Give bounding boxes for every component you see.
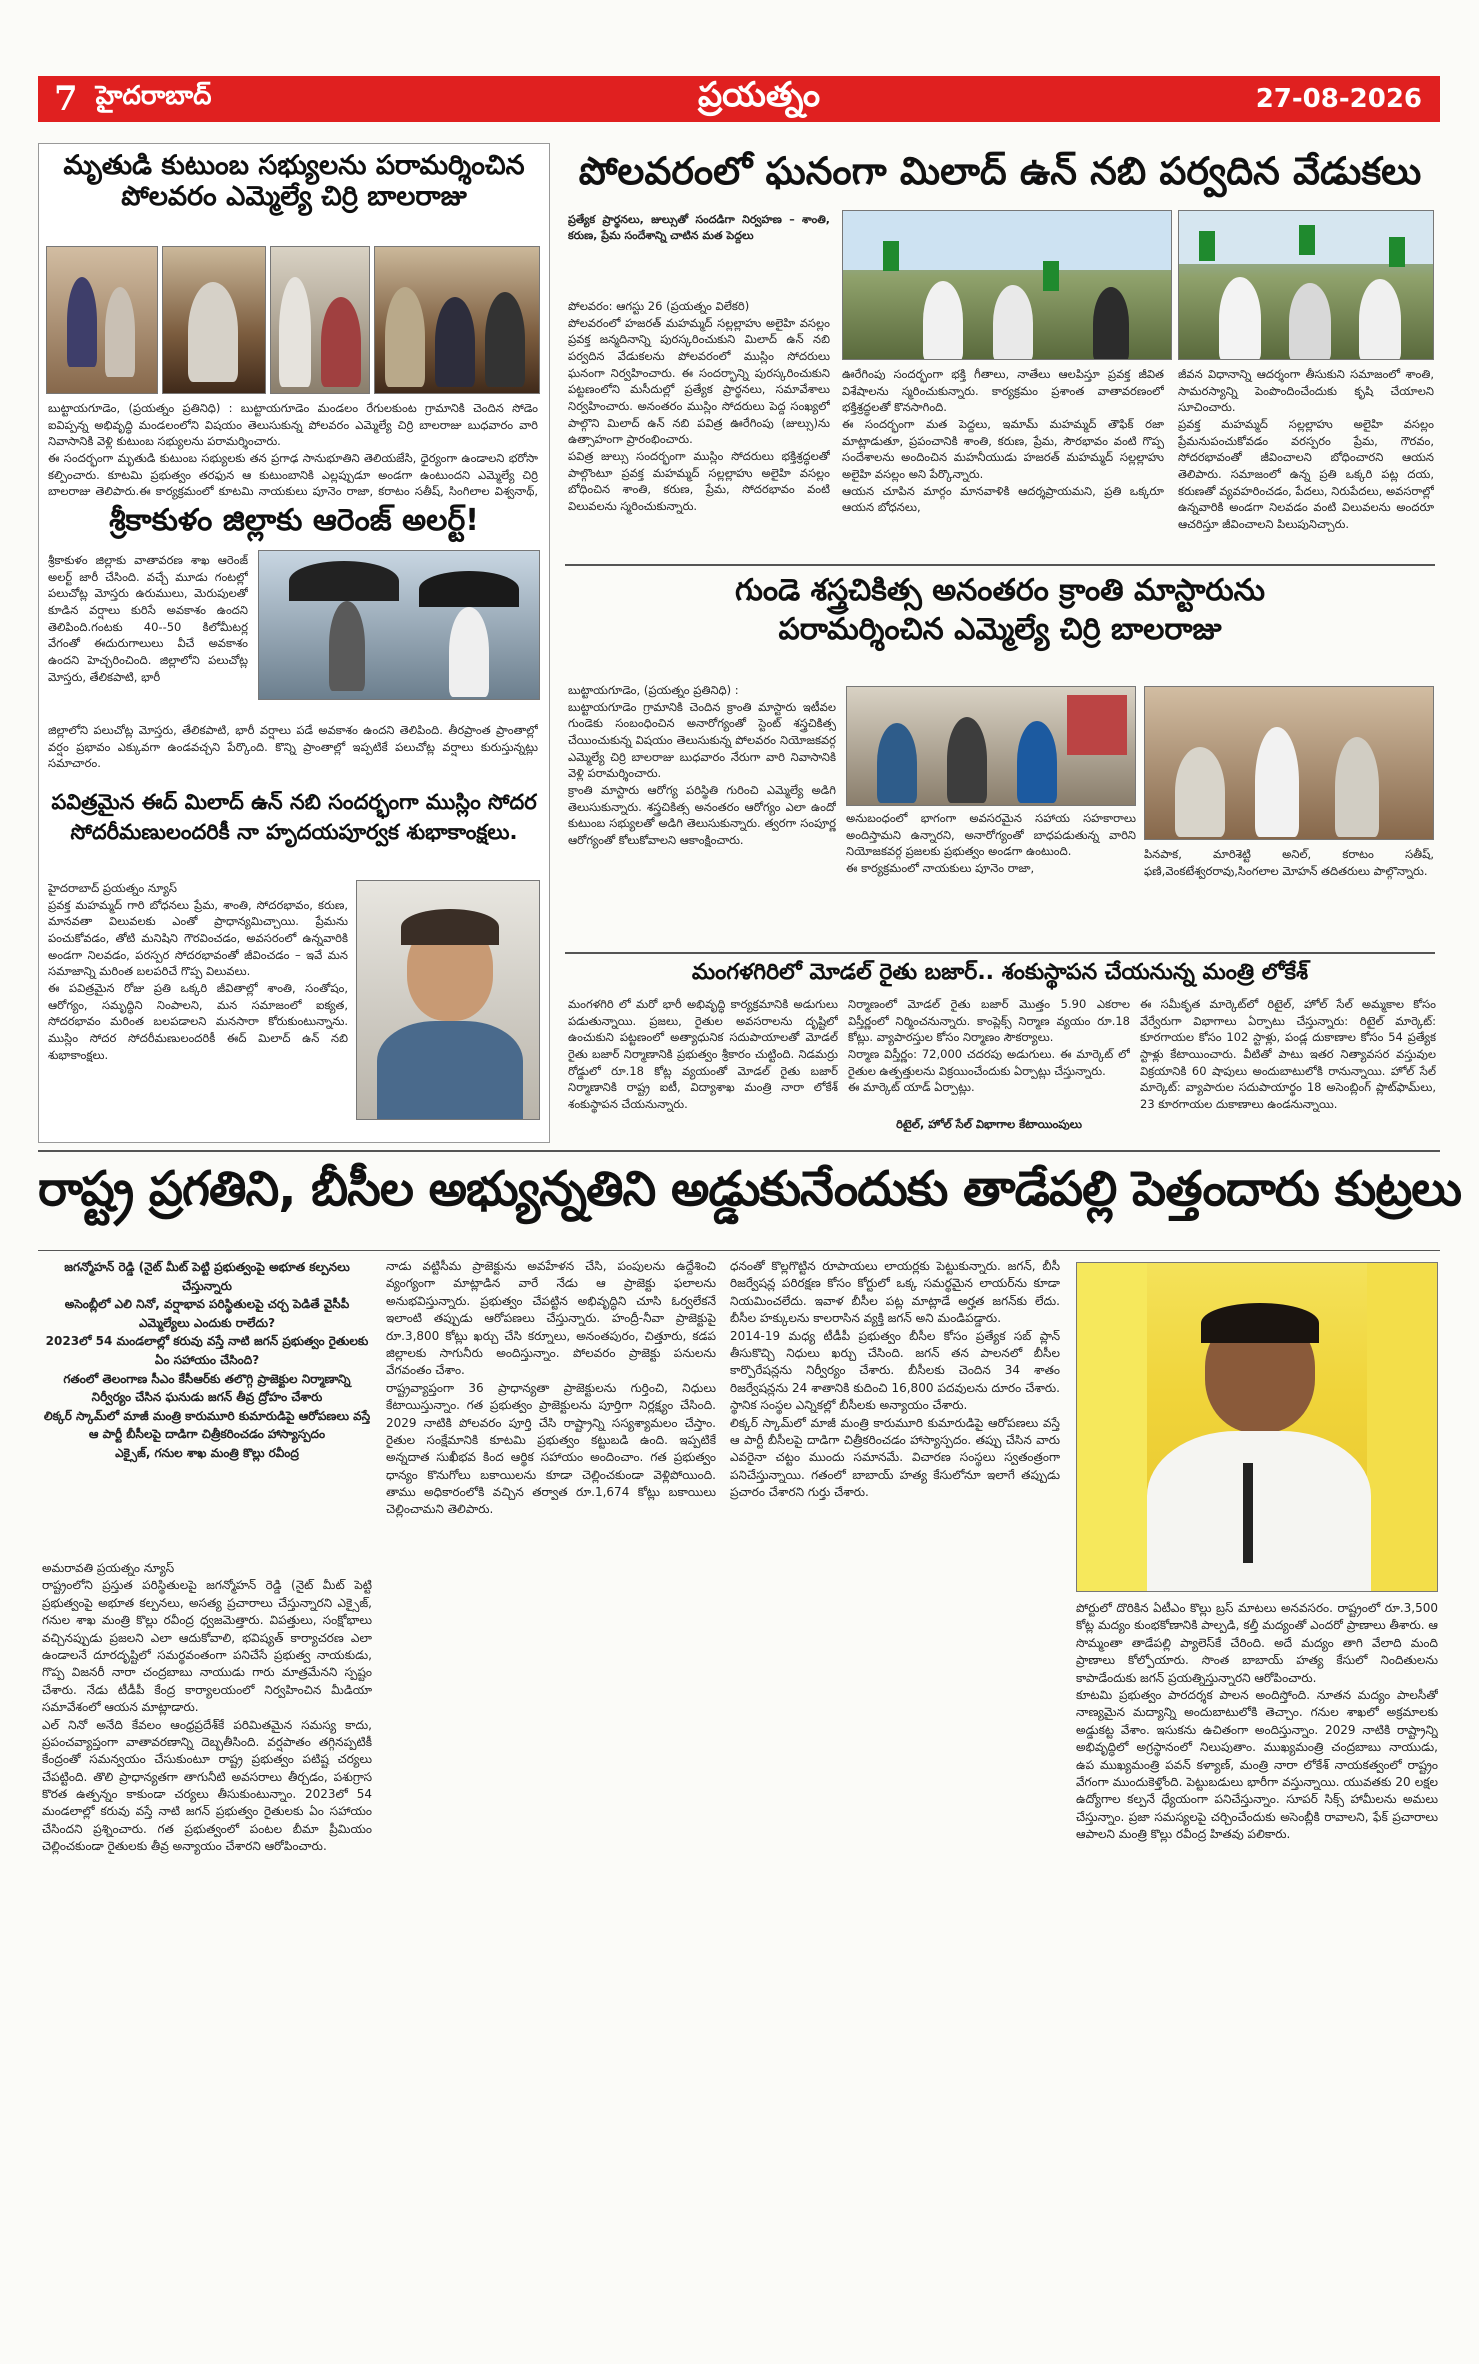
article5-photo-2 <box>1144 686 1434 840</box>
article6-headline: మంగళగిరిలో మోడల్ రైతు బజార్.. శంకుస్థాపన చేయనున్న మంత్రి లోకేశ్ <box>691 960 1309 985</box>
article7-headline: రాష్ట్ర ప్రగతిని, బీసీల అభ్యున్నతిని అడ్డుకునేందుకు తాడేపల్లి పెత్తందారు కుట్రలు <box>38 1161 1461 1217</box>
article3-headline <box>46 790 542 844</box>
article5-body: బుట్టాయగూడెం, (ప్రయత్నం ప్రతినిధి) : బుట్టాయగూడెం గ్రామానికి చెందిన క్రాంతి మాస్టారు ఇటీవల గుండెకు సంబంధించిన అనారోగ్యంతో స్టెంట్ శస్త్రచికిత్స చేయించుకున్న విషయం తెలుసుకున్న పోలవరం నియోజకవర్గ ఎమ్మెల్యే చిర్రి బాలరాజు బుధవారం నేరుగా వారి నివాసానికి వెళ్లి పరామర్శించారు. క్రాంతి మాస్టారు ఆరోగ్య పరిస్థితి గురించి ఎమ్మెల్యే అడిగి తెలుసుకున్నారు. శస్త్రచికిత్స అనంతరం ఆరోగ్యం ఎలా ఉందో కుటుంబ సభ్యులతో అడిగి తెలుసుకున్నారు. త్వరగా సంపూర్ణ ఆరోగ్యంతో కోలుకోవాలని ఆకాంక్షించారు. <box>568 683 836 848</box>
divider-4 <box>38 1250 1440 1251</box>
article7-minister-photo <box>1076 1262 1438 1592</box>
article5-title-line2: పరామర్శించిన ఎమ్మెల్యే చిర్రి బాలరాజు <box>778 611 1222 647</box>
article1-headline <box>46 150 542 212</box>
masthead-bar <box>38 76 1440 122</box>
article5-headline <box>565 574 1435 647</box>
article1-photo-4 <box>374 246 540 394</box>
divider-1 <box>565 564 1435 566</box>
article1-title-line2: పోలవరం ఎమ్మెల్యే చిర్రి బాలరాజు <box>121 181 467 213</box>
article3-title-line2: సోదరీమణులందరికీ నా హృదయపూర్వక శుభాకాంక్షలు. <box>70 820 518 845</box>
article2-headline: శ్రీకాకుళం జిల్లాకు ఆరెంజ్ అలర్ట్! <box>109 503 479 538</box>
article6-col3: ఈ సమీకృత మార్కెట్‌లో రిటైల్, హోల్ సేల్ అమ్మకాల కోసం వేర్వేరుగా విభాగాలు ఏర్పాటు చేస్తున్నారు: రిటైల్ మార్కెట్: కూరగాయల కోసం 102 స్టాళ్లు, పండ్ల దుకాణాల కోసం 54 ప్రత్యేక స్టాళ్లు కేటాయించారు. వీటితో పాటు ఇతర నిత్యావసర వస్తువుల విక్రయానికి 60 షాపులు అందుబాటులోకి రానున్నాయి. హోల్ సేల్ మార్కెట్: వ్యాపారుల సదుపాయార్థం 18 అసెంబ్లింగ్ ప్లాట్‌ఫామ్‌లు, 23 కూరగాయల దుకాణాలు ఉండనున్నాయి. <box>1140 997 1436 1112</box>
article2-body-full: జిల్లాలోని పలుచోట్ల మోస్తరు, తేలికపాటి, భారీ వర్షాలు పడే అవకాశం ఉందని తెలిపింది. తీరప్రాంత ప్రాంతాల్లో వర్షం ప్రభావం ఎక్కువగా ఉండవచ్చని పేర్కొంది. కొన్ని ప్రాంతాల్లో ఇప్పటికే పలుచోట్ల వర్షాలు కురుస్తున్నట్లు సమాచారం. <box>48 723 538 771</box>
article1-photo-1 <box>46 246 158 394</box>
article5-title-line1: గుండె శస్త్రచికిత్స అనంతరం క్రాంతి మాస్టారును <box>734 573 1266 608</box>
article7-col3: ధనంతో కొల్లగొట్టిన రూపాయలు లాయర్లకు పెట్టుకున్నారు. జగన్, బీసీ రిజర్వేషన్ల పరిరక్షణ కోసం కోర్టులో ఒక్క సమర్థమైన లాయర్‌ను కూడా నియమించలేదు. ఇవాళ బీసీల పట్ల మాట్లాడే అర్హత జగన్‌కు లేదు. బీసీల హక్కులను కాలరాసిన వ్యక్తి జగన్ అని మండిపడ్డారు. 2014-19 మధ్య టీడీపీ ప్రభుత్వం బీసీల కోసం ప్రత్యేక సబ్ ప్లాన్ తీసుకొచ్చి నిధులు ఖర్చు చేసింది. జగన్ తన పాలనలో బీసీల కార్పొరేషన్లను నిర్వీర్యం చేశారు. బీసీలకు చెందిన 34 శాతం రిజర్వేషన్లను 24 శాతానికి కుదించి 16,800 పదవులను దూరం చేశారు. స్థానిక సంస్థల ఎన్నికల్లో బీసీలకు అన్యాయం చేశారు. లిక్కర్ స్కామ్‌లో మాజీ మంత్రి కారుమూరి కుమారుడిపై ఆరోపణలు వస్తే ఆ పార్టీ బీసీలపై దాడిగా చిత్రీకరించడం హాస్యాస్పదం. తప్పు చేసిన వారు ఎవరైనా చట్టం ముందు సమానమే. విచారణ సంస్థలు స్వతంత్రంగా పనిచేస్తున్నాయి. గతంలో బాబాయ్ హత్య కేసులోనూ ఇలాగే తప్పుడు ప్రచారం చేశారని గుర్తు చేశారు. <box>730 1259 1060 1500</box>
article6-col2-subhead: రిటైల్, హోల్ సేల్ విభాగాల కేటాయింపులు <box>896 1117 1082 1131</box>
newspaper-brand: ప్రయత్నం <box>698 75 821 115</box>
article4-col3: జీవన విధానాన్ని ఆదర్శంగా తీసుకుని సమాజంలో శాంతి, సామరస్యాన్ని పెంపొందించేందుకు కృషి చేయాలని సూచించారు. ప్రవక్త మహమ్మద్ సల్లల్లాహు అలైహి వసల్లం ప్రేమనుపంచుకోవడం వరస్పరం ప్రేమ, గౌరవం, సోదరభావంతో జీవించాలని బోధించారని ఆయన తెలిపారు. సమాజంలో ఉన్న ప్రతి ఒక్కరి పట్ల దయ, కరుణతో వ్యవహరించడం, పేదలు, నిరుపేదలు, అవసరాల్లో ఉన్నవారికి అండగా నిలవడం వంటి విలువలను అందరూ ఆచరిస్తూ జీవించాలని పిలుపునిచ్చారు. <box>1178 367 1434 532</box>
article7-col2: నాడు వట్టిసీమ ప్రాజెక్టును అవహేళన చేసి, పంపులను ఉద్దేశించి వ్యంగ్యంగా మాట్లాడిన వారే నేడు ఆ ప్రాజెక్టు ఫలాలను అనుభవిస్తున్నారు. ప్రభుత్వం చేపట్టిన అభివృద్ధిని చూసి ఓర్వలేకనే ఇలాంటి తప్పుడు ఆరోపణలు చేస్తున్నారు. హంద్రీ-నీవా ప్రాజెక్టుపై రూ.3,800 కోట్లు ఖర్చు చేసి కర్నూలు, అనంతపురం, చిత్తూరు, కడప జిల్లాలకు సాగునీరు అందిస్తున్నాం. పోలవరం ప్రాజెక్టు పనులను వేగవంతం చేశాం. రాష్ట్రవ్యాప్తంగా 36 ప్రాధాన్యతా ప్రాజెక్టులను గుర్తించి, నిధులు కేటాయిస్తున్నాం. గత ప్రభుత్వం ప్రాజెక్టులను పూర్తిగా నిర్లక్ష్యం చేసింది. 2029 నాటికి పోలవరం పూర్తి చేసి రాష్ట్రాన్ని సస్యశ్యామలం చేస్తాం. రైతుల సంక్షేమానికి కూటమి ప్రభుత్వం కట్టుబడి ఉంది. ఇప్పటికే అన్నదాత సుఖీభవ కింద ఆర్థిక సహాయం అందించాం. గత ప్రభుత్వం ధాన్యం కొనుగోలు బకాయిలను కూడా చెల్లించకుండా వెళ్లిపోయింది. తాము అధికారంలోకి వచ్చిన తర్వాత రూ.1,674 కోట్లు బకాయిలు చెల్లించామని తెలిపారు. <box>386 1259 716 1517</box>
issue-date: 27-08-2026 <box>1255 84 1422 114</box>
article3-title-line1: పవిత్రమైన ఈద్ మిలాద్ ఉన్ నబి సందర్భంగా ముస్లిం సోదర <box>51 790 537 814</box>
divider-2 <box>565 952 1435 954</box>
article2-body-left: శ్రీకాకుళం జిల్లాకు వాతావరణ శాఖ ఆరెంజ్ అలర్ట్ జారీ చేసింది. వచ్చే మూడు గంటల్లో పలుచోట్ల మోస్తరు ఉరుములు, మెరుపులతో కూడిన వర్షాలు కురిసే అవకాశం ఉందని తెలిపింది.గంటకు 40--50 కిలోమీటర్ల వేగంతో ఈదురుగాలులు వీచే అవకాశం ఉందని హెచ్చరించింది. జిల్లాలోని పలుచోట్ల మోస్తరు, తేలికపాటి, భారీ <box>48 553 248 684</box>
article1-photo-3 <box>270 246 370 394</box>
article4-col2: ఊరేగింపు సందర్భంగా భక్తి గీతాలు, నాతేలు ఆలపిస్తూ ప్రవక్త జీవిత విశేషాలను స్మరించుకున్నారు. కార్యక్రమం ప్రశాంత వాతావరణంలో భక్తిశ్రద్ధలతో కొనసాగింది. ఈ సందర్భంగా మత పెద్దలు, ఇమామ్ మహమ్మద్ తౌఫిక్ రజా మాట్లాడుతూ, ప్రపంచానికి శాంతి, కరుణ, ప్రేమ, సౌరభావం వంటి గొప్ప సందేశాలను అందించిన మహనీయుడు హజరత్ మహమ్మద్ సల్లల్లాహు అలైహి వసల్లం అని పేర్కొన్నారు. ఆయన చూపిన మార్గం మానవాళికి ఆదర్శప్రాయమని, ప్రతి ఒక్కరూ ఆయన బోధనలు, <box>842 367 1164 515</box>
article4-headline: పోలవరంలో ఘనంగా మిలాద్ ఉన్ నబి పర్వదిన వేడుకలు <box>578 149 1422 193</box>
article3-portrait <box>356 880 540 1120</box>
article1-title-line1: మృతుడి కుటుంబ సభ్యులను పరామర్శించిన <box>63 150 525 181</box>
article5-photo-1 <box>846 686 1136 806</box>
article7-col4: పోర్టులో దొరికిన ఏటీఎం కొల్లు బ్రస్ మాటలు అనవసరం. రాష్ట్రంలో రూ.3,500 కోట్ల మద్యం కుంభకోణానికి పాల్పడి, కల్తీ మద్యంతో ఎందరో ప్రాణాలు తీశారు. ఆ సొమ్మంతా తాడేపల్లి ప్యాలెస్‌కే చేరింది. అదే మద్యం తాగి వేలాది మంది ప్రాణాలు కోల్పోయారు. సొంత బాబాయ్ హత్య కేసులో నిందితులను కాపాడేందుకు జగన్ ప్రయత్నిస్తున్నారని ఆరోపించారు. కూటమి ప్రభుత్వం పారదర్శక పాలన అందిస్తోంది. నూతన మద్యం పాలసీతో నాణ్యమైన మద్యాన్ని అందుబాటులోకి తెచ్చాం. గనుల శాఖలో అక్రమాలకు అడ్డుకట్ట వేశాం. ఇసుకను ఉచితంగా అందిస్తున్నాం. 2029 నాటికి రాష్ట్రాన్ని అభివృద్ధిలో అగ్రస్థానంలో నిలుపుతాం. ముఖ్యమంత్రి చంద్రబాబు నాయుడు, ఉప ముఖ్యమంత్రి పవన్ కళ్యాణ్, మంత్రి నారా లోకేశ్ నాయకత్వంలో రాష్ట్రం వేగంగా ముందుకెళ్తోంది. పెట్టుబడులు భారీగా వస్తున్నాయి. యువతకు 20 లక్షల ఉద్యోగాల కల్పనే ధ్యేయంగా పనిచేస్తున్నాం. సూపర్ సిక్స్ హామీలను అమలు చేస్తున్నాం. ప్రజా సమస్యలపై చర్చించేందుకు అసెంబ్లీకి రావాలని, ఫేక్ ప్రచారాలు ఆపాలని మంత్రి కొల్లు రవీంద్ర హితవు పలికారు. <box>1076 1601 1438 1842</box>
edition-city: హైదరాబాద్ <box>95 81 212 111</box>
article5-caption-2: పినపాక, మారిశెట్టి అనిల్, కరాటం సతీష్, ఫణి,వెంకటేశ్వరరావు,సింగలాల మోహన్ తదితరులు పాల్గొన్నారు. <box>1144 847 1434 878</box>
article2-rain-photo <box>258 550 540 700</box>
article4-photo-2 <box>1178 210 1434 360</box>
article1-photo-2 <box>162 246 266 394</box>
article7-col1: అమరావతి ప్రయత్నం న్యూస్ రాష్ట్రంలోని ప్రస్తుత పరిస్థితులపై జగన్మోహన్ రెడ్డి (నైట్ మీట్ పెట్టి ప్రభుత్వంపై అభూత కల్పనలు, అసత్య ప్రచారాలు చేస్తున్నారని ఎక్సైజ్, గనుల శాఖ మంత్రి కొల్లు రవీంద్ర ధ్వజమెత్తారు. విపత్తులు, సంక్షోభాలు వచ్చినప్పుడు ప్రజలని ఎలా ఆదుకోవాలి, భవిష్యత్ కార్యాచరణ ఎలా ఉండాలనే దూరదృష్టిలో సమర్థవంతంగా పనిచేసే ప్రభుత్వ నాయకుడు, గొప్ప విజనరీ నారా చంద్రబాబు నాయుడు గారు మాత్రమేనని స్పష్టం చేశారు. నేడు టీడీపీ కేంద్ర కార్యాలయంలో నిర్వహించిన మీడియా సమావేశంలో ఆయన మాట్లాడారు. ఎల్ నినో అనేది కేవలం ఆంధ్రప్రదేశ్‌కే పరిమితమైన సమస్య కాదు, ప్రపంచవ్యాప్తంగా వాతావరణాన్ని దెబ్బతీసింది. వర్షపాతం తగ్గినప్పటికీ కేంద్రంతో సమన్వయం చేసుకుంటూ రాష్ట్ర ప్రభుత్వం పటిష్ట చర్యలు చేపట్టింది. తొలి ప్రాధాన్యతగా తాగునీటి అవసరాలు తీర్చడం, పశుగ్రాస కొరత ఉత్పన్నం కాకుండా చర్యలు తీసుకుంటున్నాం. 2023లో 54 మండలాల్లో కరువు వస్తే నాటి జగన్ ప్రభుత్వం రైతులకు ఏం సహాయం చేసిందని ప్రశ్నించారు. గత ప్రభుత్వంలో పంటల బీమా ప్రీమియం చెల్లించకుండా రైతులకు తీవ్ర అన్యాయం చేశారని ఆరోపించారు. <box>42 1561 372 1854</box>
article1-body: బుట్టాయగూడెం, (ప్రయత్నం ప్రతినిధి) : బుట్టాయగూడెం మండలం రేగులకుంట గ్రామానికి చెందిన సోడెం ఐవిప్పన్న అభివృద్ధి మండలంలోని విషయం తెలుసుకున్న పోలవరం ఎమ్మెల్యే చిర్రి బాలరాజు బుధవారం వారి నివాసానికి వెళ్లి కుటుంబ సభ్యులను పరామర్శించారు. ఈ సందర్భంగా మృతుడి కుటుంబ సభ్యులకు తన ప్రగాఢ సానుభూతిని తెలియజేసి, ధైర్యంగా ఉండాలని భరోసా కల్పించారు. కూటమి ప్రభుత్వం తరఫున ఆ కుటుంబానికి ఎల్లప్పుడూ అండగా ఉంటుందని ఎమ్మెల్యే చిర్రి బాలరాజు తెలిపారు.ఈ కార్యక్రమంలో కూటమి నాయకులు పూనెం రాజా, కరాటం సతీష్, సింగిలాల విశ్వనాథ్, <box>48 401 538 499</box>
article4-photo-1 <box>842 210 1172 360</box>
article5-caption-1: అనుబంధంలో భాగంగా అవసరమైన సహాయ సహకారాలు అందిస్తామని ఉన్నారని, అనారోగ్యంతో బాధపడుతున్న వారిని నియోజకవర్గ ప్రజలకు ప్రభుత్వం అండగా ఉంటుంది. ఈ కార్యక్రమంలో నాయకులు పూనెం రాజా, <box>846 811 1136 876</box>
article6-col1: మంగళగిరి లో మరో భారీ అభివృద్ధి కార్యక్రమానికి అడుగులు పడుతున్నాయి. ప్రజలు, రైతుల అవసరాలను దృష్టిలో ఉంచుకుని పట్టణంలో అత్యాధునిక సదుపాయాలతో మోడల్ రైతు బజార్ నిర్మాణానికి ప్రభుత్వం శ్రీకారం చుట్టింది. నిడమర్రు రోడ్డులో రూ.18 కోట్ల వ్యయంతో మోడల్ రైతు బజార్ నిర్మాణానికి రాష్ట్ర ఐటీ, విద్యాశాఖ మంత్రి నారా లోకేశ్ శంకుస్థాపన చేయనున్నారు. <box>568 997 838 1112</box>
page-number: 7 <box>54 79 78 119</box>
article7-deck: జగన్మోహన్ రెడ్డి (నైట్ మీట్ పెట్టి ప్రభుత్వంపై అభూత కల్పనలు చేస్తున్నారు అసెంబ్లీలో ఎలి నినో, వర్షాభావ పరిస్థితులపై చర్చ పెడితే వైసీపీ ఎమ్మెల్యేలు ఎందుకు రాలేదు? 2023లో 54 మండలాల్లో కరువు వస్తే నాటి జగన్ ప్రభుత్వం రైతులకు ఏం సహాయం చేసింది? గతంలో తెలంగాణ సీఎం కేసీఆర్‌కు తలొగ్గి ప్రాజెక్టుల నిర్మాణాన్ని నిర్వీర్యం చేసిన ఘనుడు జగన్ తీవ్ర ద్రోహం చేశారు లిక్కర్ స్కామ్‌లో మాజీ మంత్రి కారుమూరి కుమారుడిపై ఆరోపణలు వస్తే ఆ పార్టీ బీసీలపై దాడిగా చిత్రీకరించడం హాస్యాస్పదం ఎక్సైజ్, గనుల శాఖ మంత్రి కొల్లు రవీంద్ర <box>43 1260 371 1460</box>
article4-col1: పోలవరం: ఆగస్టు 26 (ప్రయత్నం విలేకరి) పోలవరంలో హజరత్ మహమ్మద్ సల్లల్లాహు అలైహి వసల్లం ప్రవక్త జన్మదినాన్ని పురస్కరించుకుని మిలాద్ ఉన్ నబి పర్వదిన వేడుకలను పోలవరంలో ముస్లిం సోదరులు ఘనంగా నిర్వహించారు. ఈ సందర్భాన్ని పురస్కరించుకుని పట్టణంలోని మసీదుల్లో ప్రత్యేక ప్రార్థనలు, సమావేశాలు నిర్వహించారు. అనంతరం ముస్లిం సోదరులు పెద్ద సంఖ్యలో పాల్గొని మిలాద్ ఉన్ నబి పవిత్ర ఊరేగింపు (జుల్సు)ను ఉత్సాహంగా ప్రారంభించారు. పవిత్ర జుల్సు సందర్భంగా ముస్లిం సోదరులు భక్తిశ్రద్ధలతో పాల్గొంటూ ప్రవక్త మహమ్మద్ సల్లల్లాహు అలైహి వసల్లం బోధించిన శాంతి, కరుణ, ప్రేమ, సోదరభావం వంటి విలువలను స్మరించుకున్నారు. <box>568 299 830 514</box>
article6-col2: నిర్మాణంలో మోడల్ రైతు బజార్ మొత్తం 5.90 ఎకరాల విస్తీర్ణంలో నిర్మించనున్నారు. కాంప్లెక్స్ నిర్మాణ వ్యయం రూ.18 కోట్లు. వ్యాపారస్తుల కోసం నిర్మాణం సౌకర్యాలు. నిర్మాణ విస్తీర్ణం: 72,000 చదరపు అడుగులు. ఈ మార్కెట్ లో రైతుల ఉత్పత్తులను విక్రయించేందుకు ఏర్పాట్లు చేస్తున్నారు. ఈ మార్కెట్ యాడ్ ఏర్పాట్లు. <box>848 997 1130 1095</box>
divider-3 <box>38 1150 1440 1152</box>
article4-subhead: ప్రత్యేక ప్రార్థనలు, జుల్సుతో సందడిగా నిర్వహణ – శాంతి, కరుణ, ప్రేమ సందేశాన్ని చాటిన మత పెద్దలు <box>568 213 830 242</box>
article3-body: హైదరాబాద్ ప్రయత్నం న్యూస్ ప్రవక్త మహమ్మద్ గారి బోధనలు ప్రేమ, శాంతి, సోదరభావం, కరుణ, మానవతా విలువలకు ఎంతో ప్రాధాన్యమిచ్చాయి. ప్రేమను పంచుకోవడం, తోటి మనిషిని గౌరవించడం, అవసరంలో ఉన్నవారికి అండగా నిలవడం, పరస్పర సోదరభావంతో జీవించడం – ఇవే మన సమాజాన్ని మరింత బలపరిచే గొప్ప విలువలు. ఈ పవిత్రమైన రోజు ప్రతి ఒక్కరి జీవితాల్లో శాంతి, సంతోషం, ఆరోగ్యం, సమృద్ధిని నింపాలని, మన సమాజంలో ఐక్యత, సోదరభావం మరింత బలపడాలని మనసారా కోరుకుంటున్నాను. ముస్లిం సోదర సోదరీమణులందరికీ ఈద్ మిలాద్ ఉన్ నబి శుభాకాంక్షలు. <box>48 881 348 1062</box>
